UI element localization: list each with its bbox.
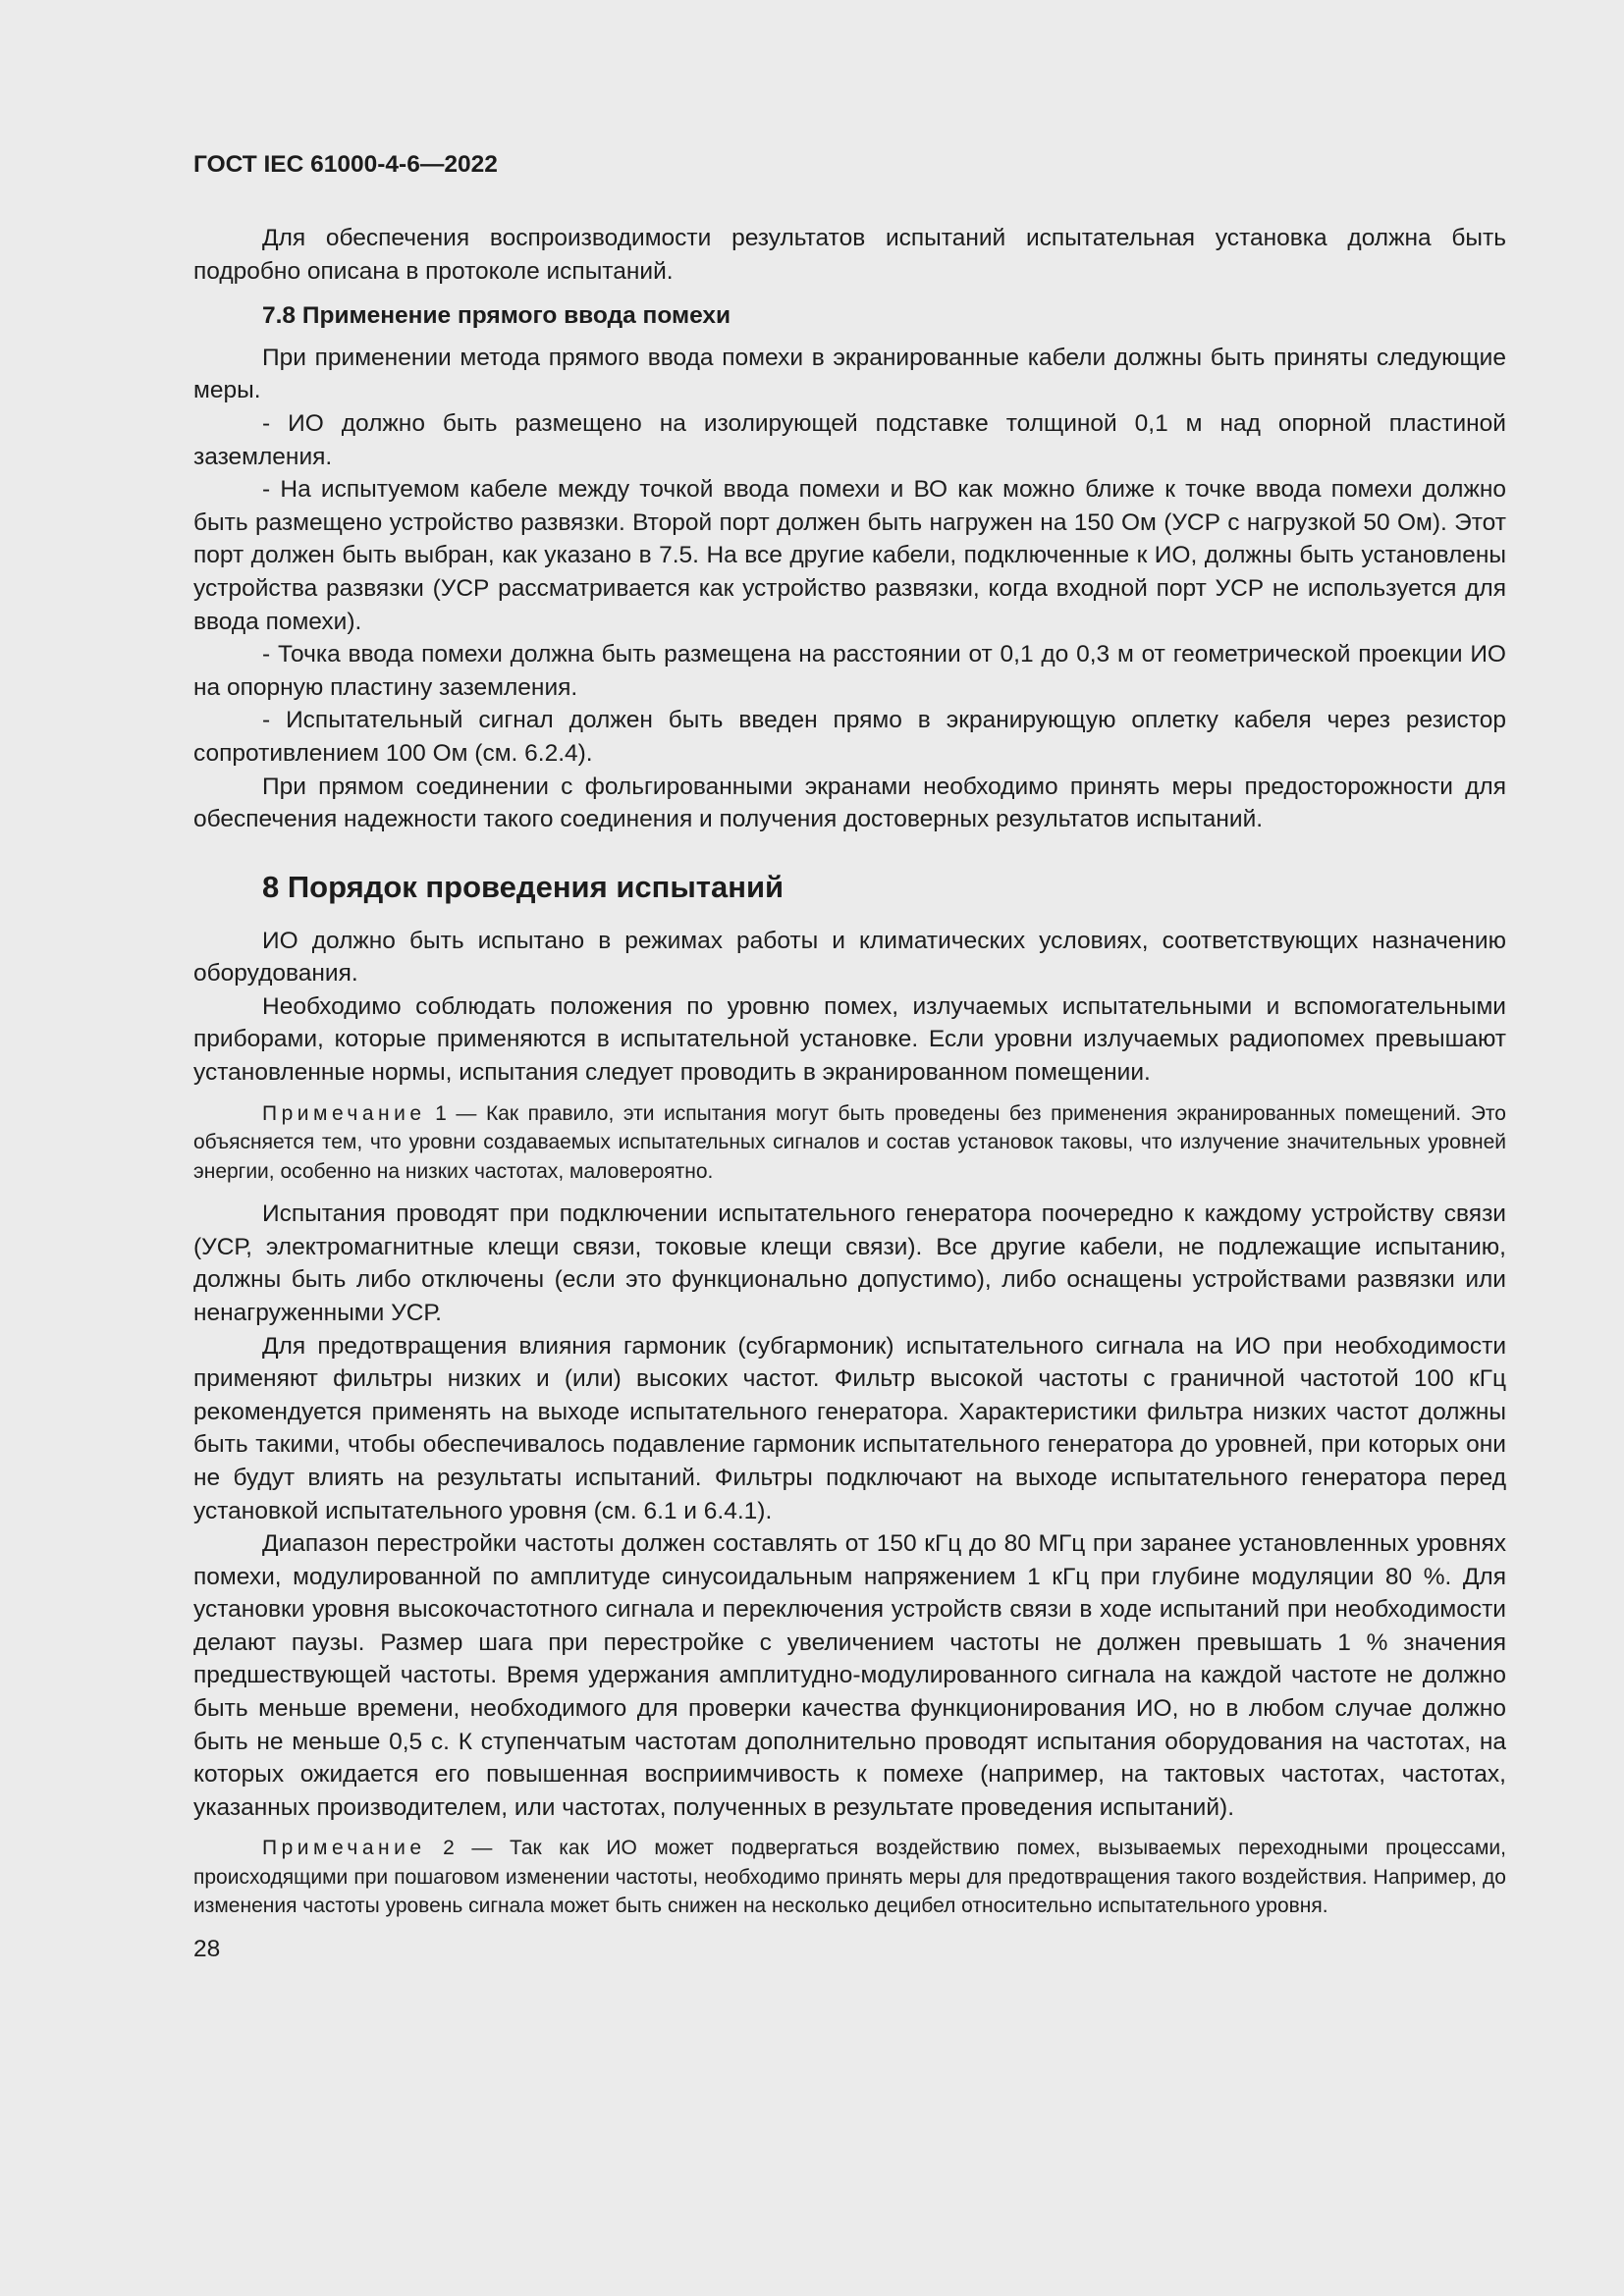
subsection-title: 7.8 Применение прямого ввода помехи [262,302,731,330]
note-text: 1 — Как правило, эти испытания могут быть проведены без применения экранированных помещений. Это объясняется тем, что уровни создаваемых испытательных сигналов и состав установок таковы, что излучение значительных уровней энергии, особенно на низких частотах, маловероятно. [193,1101,1506,1183]
list-item: - Испытательный сигнал должен быть введен прямо в экранирующую оплетку кабеля через резистор сопротивлением 100 Ом (см. 6.2.4). [193,707,1506,767]
page-number: 28 [193,1935,221,1962]
paragraph: При применении метода прямого ввода помехи в экранированные кабели должны быть приняты следующие меры. [193,344,1506,404]
note-text: 2 — Так как ИО может подвергаться воздействию помех, вызываемых переходными процессами, происходящими при пошаговом изменении частоты, необходимо принять меры для предотвращения такого воздействия. Например, до изменения частоты уровень сигнала может быть снижен на несколько децибел относительно испытательного уровня. [193,1837,1506,1918]
list-item: - На испытуемом кабеле между точкой ввода помехи и ВО как можно ближе к точке ввода помехи должно быть размещено устройство развязки. Второй порт должен быть нагружен на 150 Ом (УСР с нагрузкой 50 Ом). Этот порт должен быть выбран, как указано в 7.5. На все другие кабели, подключенные к ИО, должны быть установлены устройства развязки (УСР рассматривается как устройство развязки, когда входной порт УСР не используется для ввода помехи). [193,476,1506,635]
list-item: - ИО должно быть размещено на изолирующей подставке толщиной 0,1 м над опорной пластиной заземления. [193,409,1506,470]
paragraph: Необходимо соблюдать положения по уровню помех, излучаемых испытательными и вспомогательными приборами, которые применяются в испытательной установке. Если уровни излучаемых радиопомех превышают установленные нормы, испытания следует проводить в экранированном помещении. [193,992,1506,1087]
note-label: Примечание [262,1837,426,1860]
paragraph: Для предотвращения влияния гармоник (субгармоник) испытательного сигнала на ИО при необходимости применяют фильтры низких и (или) высоких частот. Фильтр высокой частоты с граничной частотой 100 кГц рекомендуется применять на выходе испытательного генератора. Характеристики фильтра низких частот должны быть такими, чтобы обеспечивалось подавление гармоник испытательного генератора до уровней, при которых они не будут влиять на результаты испытаний. Фильтры подключают на выходе испытательного генератора перед установкой испытательного уровня (см. 6.1 и 6.4.1). [193,1332,1506,1524]
intro-paragraph: Для обеспечения воспроизводимости результатов испытаний испытательная установка должна быть подробно описана в протоколе испытаний. [193,225,1506,285]
list-item: - Точка ввода помехи должна быть размещена на расстоянии от 0,1 до 0,3 м от геометрической проекции ИО на опорную пластину заземления. [193,641,1506,701]
paragraph: При прямом соединении с фольгированными экранами необходимо принять меры предосторожности для обеспечения надежности такого соединения и получения достоверных результатов испытаний. [193,773,1506,833]
paragraph: Испытания проводят при подключении испытательного генератора поочередно к каждому устройству связи (УСР, электромагнитные клещи связи, токовые клещи связи). Все другие кабели, не подлежащие испытанию, должны быть либо отключены (если это функционально допустимо), либо оснащены устройствами развязки или ненагруженными УСР. [193,1201,1506,1326]
document-page [193,147,1506,1966]
paragraph: ИО должно быть испытано в режимах работы и климатических условиях, соответствующих назначению оборудования. [193,927,1506,988]
paragraph: Диапазон перестройки частоты должен составлять от 150 кГц до 80 МГц при заранее установленных уровнях помехи, модулированной по амплитуде синусоидальным напряжением 1 кГц при глубине модуляции 80 %. Для установки уровня высокочастотного сигнала и переключения устройств связи в ходе испытаний при необходимости делают паузы. Размер шага при перестройке с увеличением частоты не должен превышать 1 % значения предшествующей частоты. Время удержания амплитудно-модулированного сигнала на каждой частоте не должно быть меньше времени, необходимого для проверки качества функционирования ИО, но в любом случае должно быть не меньше 0,5 с. К ступенчатым частотам дополнительно проводят испытания оборудования на частотах, на которых ожидается его повышенная восприимчивость к помехе (например, на тактовых частотах, частотах, указанных производителем, или частотах, полученных в результате проведения испытаний). [193,1530,1506,1821]
note-1 [193,1099,1506,1187]
note-label: Примечание [262,1101,426,1125]
section-title: 8 Порядок проведения испытаний [262,869,785,904]
document-header: ГОСТ IEC 61000-4-6—2022 [193,151,498,178]
note-2 [193,1834,1506,1921]
